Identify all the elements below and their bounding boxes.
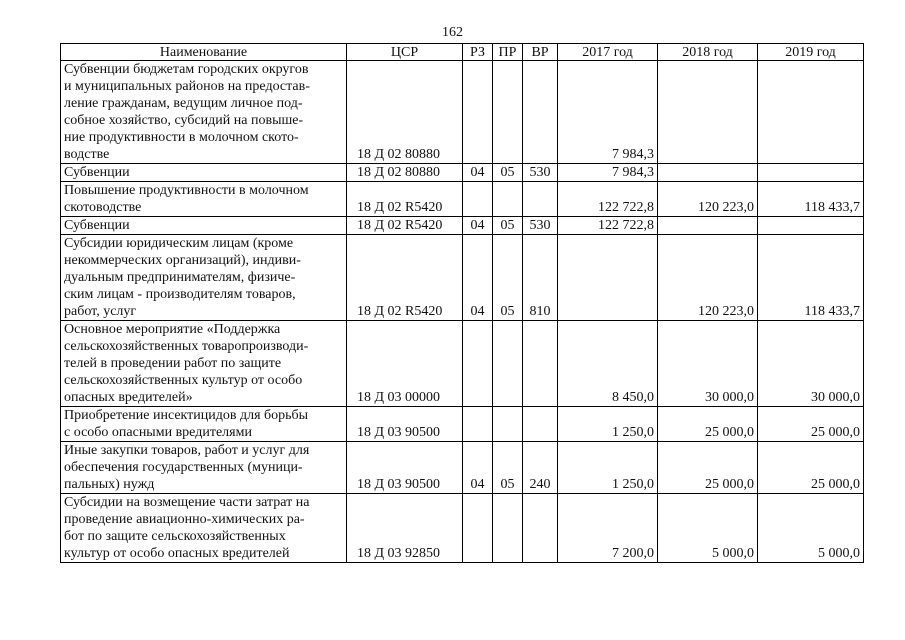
header-pr: ПР (493, 44, 523, 61)
row-2019: 5 000,0 (758, 494, 864, 563)
row-name (61, 182, 347, 217)
row-csr: 18 Д 03 92850 (347, 494, 463, 563)
row-rz (463, 407, 493, 442)
row-name-line: ским лицам - производителям товаров, (64, 287, 296, 302)
row-vr: 810 (523, 235, 558, 321)
header-row (61, 44, 864, 61)
row-name-line: скотоводстве (64, 200, 142, 215)
row-name-line: пальных) нужд (64, 477, 155, 492)
row-vr (523, 494, 558, 563)
row-csr: 18 Д 02 R5420 (347, 217, 463, 235)
row-name (61, 407, 347, 442)
row-vr (523, 61, 558, 164)
row-name-line: опасных вредителей» (64, 390, 193, 405)
row-pr: 05 (493, 164, 523, 182)
row-2019 (758, 217, 864, 235)
row-name-line: водстве (64, 147, 110, 162)
row-2017: 7 984,3 (558, 61, 658, 164)
table-row (61, 217, 864, 235)
table-row (61, 235, 864, 321)
row-name-line: бот по защите сельскохозяйственных (64, 529, 286, 544)
row-name (61, 442, 347, 494)
row-name-line: сельскохозяйственных товаропроизводи- (64, 339, 309, 354)
row-2017: 7 200,0 (558, 494, 658, 563)
row-2018: 5 000,0 (658, 494, 758, 563)
header-vr: ВР (523, 44, 558, 61)
row-name-line: телей в проведении работ по защите (64, 356, 282, 371)
row-name-line: Субсидии на возмещение части затрат на (64, 495, 310, 510)
header-2017: 2017 год (558, 44, 658, 61)
row-2018 (658, 61, 758, 164)
row-pr (493, 61, 523, 164)
row-2019 (758, 164, 864, 182)
row-name-line: сельскохозяйственных культур от особо (64, 373, 303, 388)
table-row (61, 321, 864, 407)
row-2017: 1 250,0 (558, 407, 658, 442)
table-row (61, 407, 864, 442)
row-name-line: культур от особо опасных вредителей (64, 546, 290, 561)
row-pr (493, 182, 523, 217)
row-name-line: собное хозяйство, субсидий на повыше- (64, 113, 304, 128)
row-rz (463, 321, 493, 407)
header-2019: 2019 год (758, 44, 864, 61)
row-pr (493, 407, 523, 442)
row-rz: 04 (463, 235, 493, 321)
row-name (61, 217, 347, 235)
header-csr: ЦСР (347, 44, 463, 61)
row-csr: 18 Д 02 80880 (347, 164, 463, 182)
row-2018: 25 000,0 (658, 407, 758, 442)
row-name-line: ление гражданам, ведущим личное под- (64, 96, 303, 111)
row-2017: 1 250,0 (558, 442, 658, 494)
row-name-line: Субвенции бюджетам городских округов (64, 62, 309, 77)
row-name-line: работ, услуг (64, 304, 137, 319)
row-name (61, 494, 347, 563)
row-rz (463, 182, 493, 217)
row-name-line: некоммерческих организаций), индиви- (64, 253, 301, 268)
row-vr: 240 (523, 442, 558, 494)
table-row (61, 61, 864, 164)
row-2019: 25 000,0 (758, 442, 864, 494)
row-2017 (558, 235, 658, 321)
row-2019: 25 000,0 (758, 407, 864, 442)
row-2017: 8 450,0 (558, 321, 658, 407)
header-rz: РЗ (463, 44, 493, 61)
page-number: 162 (442, 25, 463, 40)
row-vr (523, 321, 558, 407)
row-pr: 05 (493, 235, 523, 321)
row-name-line: Повышение продуктивности в молочном (64, 183, 309, 198)
row-name (61, 61, 347, 164)
row-name-line: Субвенции (64, 165, 130, 180)
header-2018: 2018 год (658, 44, 758, 61)
row-2017: 122 722,8 (558, 182, 658, 217)
row-pr (493, 494, 523, 563)
row-name-line: Иные закупки товаров, работ и услуг для (64, 443, 310, 458)
row-name (61, 164, 347, 182)
budget-table (60, 43, 864, 563)
row-2018 (658, 217, 758, 235)
row-name-line: проведение авиационно-химических ра- (64, 512, 305, 527)
row-2019: 118 433,7 (758, 182, 864, 217)
row-name (61, 321, 347, 407)
row-name-line: дуальным предпринимателям, физиче- (64, 270, 296, 285)
row-name-line: Субсидии юридическим лицам (кроме (64, 236, 294, 251)
table-row (61, 494, 864, 563)
row-2019: 30 000,0 (758, 321, 864, 407)
row-name-line: с особо опасными вредителями (64, 425, 252, 440)
row-csr: 18 Д 02 R5420 (347, 182, 463, 217)
table-row (61, 442, 864, 494)
row-pr (493, 321, 523, 407)
row-pr: 05 (493, 217, 523, 235)
row-2019 (758, 61, 864, 164)
header-name: Наименование (61, 44, 347, 61)
row-csr: 18 Д 03 00000 (347, 321, 463, 407)
row-2017: 122 722,8 (558, 217, 658, 235)
row-vr: 530 (523, 217, 558, 235)
row-csr: 18 Д 03 90500 (347, 442, 463, 494)
row-csr: 18 Д 03 90500 (347, 407, 463, 442)
row-name-line: и муниципальных районов на предостав- (64, 79, 310, 94)
table-row (61, 164, 864, 182)
row-2018: 120 223,0 (658, 182, 758, 217)
row-2018: 120 223,0 (658, 235, 758, 321)
table-body (61, 61, 864, 563)
row-2017: 7 984,3 (558, 164, 658, 182)
row-vr (523, 182, 558, 217)
table-row (61, 182, 864, 217)
row-name-line: обеспечения государственных (муници- (64, 460, 303, 475)
row-rz (463, 494, 493, 563)
row-rz: 04 (463, 164, 493, 182)
row-pr: 05 (493, 442, 523, 494)
row-csr: 18 Д 02 80880 (347, 61, 463, 164)
row-name-line: Приобретение инсектицидов для борьбы (64, 408, 309, 423)
row-vr: 530 (523, 164, 558, 182)
row-2018: 25 000,0 (658, 442, 758, 494)
row-2018: 30 000,0 (658, 321, 758, 407)
row-rz (463, 61, 493, 164)
row-vr (523, 407, 558, 442)
row-name-line: ние продуктивности в молочном ското- (64, 130, 299, 145)
row-2019: 118 433,7 (758, 235, 864, 321)
row-rz: 04 (463, 217, 493, 235)
row-csr: 18 Д 02 R5420 (347, 235, 463, 321)
row-rz: 04 (463, 442, 493, 494)
row-name (61, 235, 347, 321)
row-name-line: Основное мероприятие «Поддержка (64, 322, 281, 337)
row-name-line: Субвенции (64, 218, 130, 233)
row-2018 (658, 164, 758, 182)
